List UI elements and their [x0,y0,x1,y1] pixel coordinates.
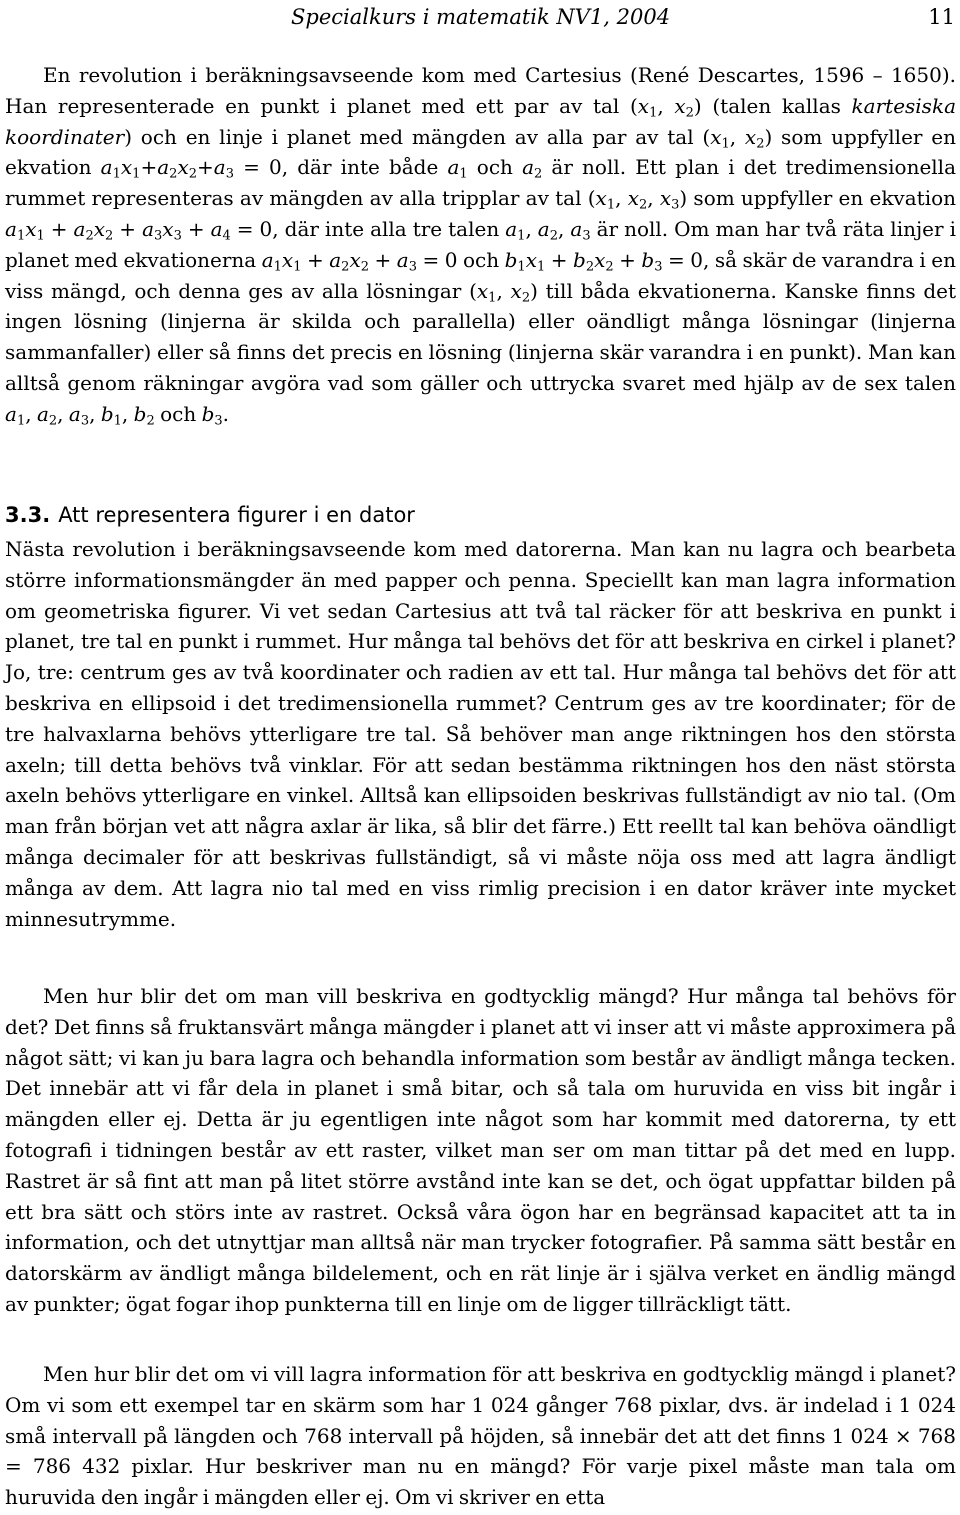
section-heading [5,500,415,530]
paragraph-godtycklig-mangd: Men hur blir det om man vill beskriva en godtycklig mängd? Hur många tal behövs för det? Det finns så fruktansvärt många mängder i planet att vi inser att vi måste approximera på något sätt; vi kan ju bara lagra och behandla information som består av ändligt många tecken. Det innebär att vi får dela in planet i små bitar, och så tala om huruvida en viss bit ingår i mängden eller ej. Detta är ju egentligen inte något som har kommit med datorerna, ty ett fotografi i tidningen består av ett raster, vilket man ser om man tittar på det med en lupp. Rastret är så fint att man på litet större avstånd inte kan se det, och ögat uppfattar bilden på ett bra sätt och störs inte av rastret. Också våra ögon har en begränsad kapacitet att ta in information, och det utnyttjar man alltså när man trycker fotografier. På samma sätt består en datorskärm av ändligt många bildelement, och en rät linje är i själva verket en ändlig mängd av punkter; ögat fogar ihop punkterna till en linje om de ligger tillräckligt tätt. [5,984,956,1316]
running-header [5,0,955,34]
paragraph-datorer: Nästa revolution i beräkningsavseende kom med datorerna. Man kan nu lagra och bearbeta större informationsmängder än med papper och penna. Speciellt kan man lagra information om geometriska figurer. Vi vet sedan Cartesius att två tal räcker för att beskriva en punkt i planet, tre tal en punkt i rummet. Hur många tal behövs det för att beskriva en cirkel i planet? Jo, tre: centrum ges av två koordinater och radien av ett tal. Hur många tal behövs det för att beskriva en ellipsoid i det tredimensionella rummet? Centrum ges av tre koordinater; för de tre halvaxlarna behövs ytterligare tre tal. Så behöver man ange riktningen hos den största axeln; till detta behövs två vinklar. För att sedan bestämma riktningen hos den näst största axeln behövs ytterligare en vinkel. Alltså kan ellipsoiden beskrivas fullständigt av nio tal. (Om man från början vet att några axlar är lika, så blir det färre.) Ett reellt tal kan behöva oändligt många decimaler för att beskrivas fullständigt, så vi måste nöja oss med att lagra ändligt många av dem. Att lagra nio tal med en viss rimlig precision i en dator kräver inte mycket minnesutrymme. [5,537,956,931]
header-title: Specialkurs i matematik NV1, 2004 [291,5,671,29]
paragraph-cartesius: En revolution i beräkningsavseende kom med Cartesius (René Descartes, 1596 – 1650). Han representerade en punkt i planet med ett par av tal ($x_1$, $x_2$) (talen kallas kartesiska koordinater) och en linje i planet med mängden av alla par av tal ($x_1$, $x_2$) som uppfyller en ekvation $a_1x_1+a_2x_2+a_3 = 0$, där inte både $a_1$ och $a_2$ är noll. Ett plan i det tredimensionella rummet representeras av mängden av alla tripplar av tal ($x_1$, $x_2$, $x_3$) som uppfyller en ekvation $a_1x_1 + a_2x_2 + a_3x_3 + a_4 = 0$, där inte alla tre talen $a_1$, $a_2$, $a_3$ är noll. Om man har två räta linjer i planet med ekvationerna $a_1x_1 + a_2x_2 + a_3 = 0$ och $b_1x_1 + b_2x_2 + b_3 = 0$, så skär de varandra i en viss mängd, och denna ges av alla lösningar ($x_1$, $x_2$) till båda ekvationerna. Kanske finns det ingen lösning (linjerna är skilda och parallella) eller oändligt många lösningar (linjerna sammanfaller) eller så finns det precis en lösning (linjerna skär varandra i en punkt). Man kan alltså genom räkningar avgöra vad som gäller och uttrycka svaret med hjälp av de sex talen $a_1$, $a_2$, $a_3$, $b_1$, $b_2$ och $b_3$. [5,63,957,429]
paragraph-pixlar: Men hur blir det om vi vill lagra information för att beskriva en godtycklig mängd i planet? Om vi som ett exempel tar en skärm som har 1 024 gånger 768 pixlar, dvs. är indelad i 1 024 små intervall på längden och 768 intervall på höjden, så innebär det att det finns 1 024 × 768 = 786 432 pixlar. Hur beskriver man nu en mängd? För varje pixel måste man tala om huruvida den ingår i mängden eller ej. Om vi skriver en etta [5,1362,956,1510]
page-number: 11 [928,5,955,29]
section-number: 3.3. [5,503,51,527]
section-title: Att representera figurer i en dator [58,503,415,527]
